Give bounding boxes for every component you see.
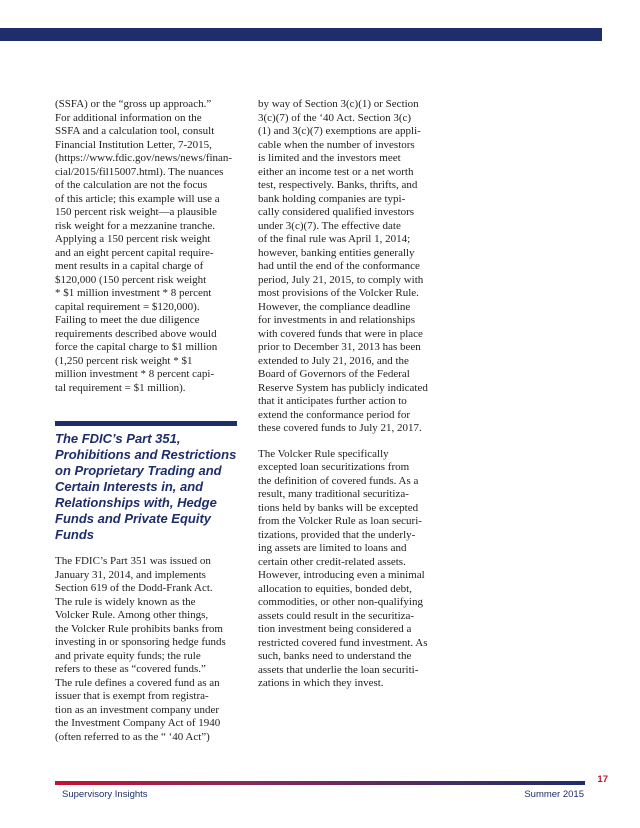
footer-publication: Supervisory Insights [62,789,148,800]
spacer [55,543,237,555]
left-paragraph-2: The FDIC’s Part 351 was issued on January 31, 2014, and implements Section 619 of the Dodd-Frank Act. The rule is widely known as the Volcker Rule. Among other things, the Volcker Rule prohibits banks from investing in or sponsoring hedge funds and private equity funds; the rule refers to these as “covered funds.” The rule defines a covered fund as an issuer that is exempt from registra- tion as an investment company under the Investment Company Act of 1940 (often referred to as the “ ‘40 Act”) [55,555,226,743]
section-heading: The FDIC’s Part 351, Prohibitions and Restrictions on Proprietary Trading and Certain Interests in, and Relationships with, Hedge Funds and Private Equity Funds [55,431,237,542]
heading-rule [55,421,237,426]
right-paragraph-1: by way of Section 3(c)(1) or Section 3(c)(7) of the ‘40 Act. Section 3(c) (1) and 3(c)(7) exemptions are appli- cable when the number of investors is limited and the investors meet either an income test or a net worth test, respectively. Banks, thrifts, and bank holding companies are typi- cally considered qualified investors under 3(c)(7). The effective date of the final rule was April 1, 2014; however, banking entities generally had until the end of the conformance period, July 21, 2015, to comply with most provisions of the Volcker Rule. However, the compliance deadline for investments in and relationships with covered funds that were in place prior to December 31, 2013 has been extended to July 21, 2016, and the Board of Governors of the Federal Reserve System has publicly indicated that it anticipates further action to extend the conformance period for these covered funds to July 21, 2017. [258,98,428,434]
header-bar [0,28,602,41]
left-paragraph-1: (SSFA) or the “gross up approach.” For additional information on the SSFA and a calculation tool, consult Financial Institution Letter, 7-2015, (https://www.fdic.gov/news/news/finan- cial/2015/fil15007.html). The nuances of the calculation are not the focus of this article; this example will use a 150 percent risk weight—a plausible risk weight for a mezzanine tranche. Applying a 150 percent risk weight and an eight percent capital require- ment results in a capital charge of $120,000 (150 percent risk weight * $1 million investment * 8 percent capital requirement = $120,000). Failing to meet the due diligence requirements described above would force the capital charge to $1 million (1,250 percent risk weight * $1 million investment * 8 percent capi- tal requirement = $1 million). [55,98,233,394]
right-paragraph-2: The Volcker Rule specifically excepted loan securitizations from the definition of covered funds. As a result, many traditional securitiza- tions held by banks will be excepted from the Volcker Rule as loan securi- tizations, provided that the underly- ing assets are limited to loans and certain other credit-related assets. However, introducing even a minimal allocation to equities, bonded debt, commodities, or other non-qualifying assets could result in the securitiza- tion investment being considered a restricted covered fund investment. As such, banks need to understand the assets that underlie the loan securiti- zations in which they invest. [258,447,428,689]
right-column [258,98,440,691]
footer-issue: Summer 2015 [524,789,584,800]
footer-rule [55,781,585,785]
left-column [55,98,237,744]
spacer [258,436,440,448]
page-number: 17 [597,774,608,785]
